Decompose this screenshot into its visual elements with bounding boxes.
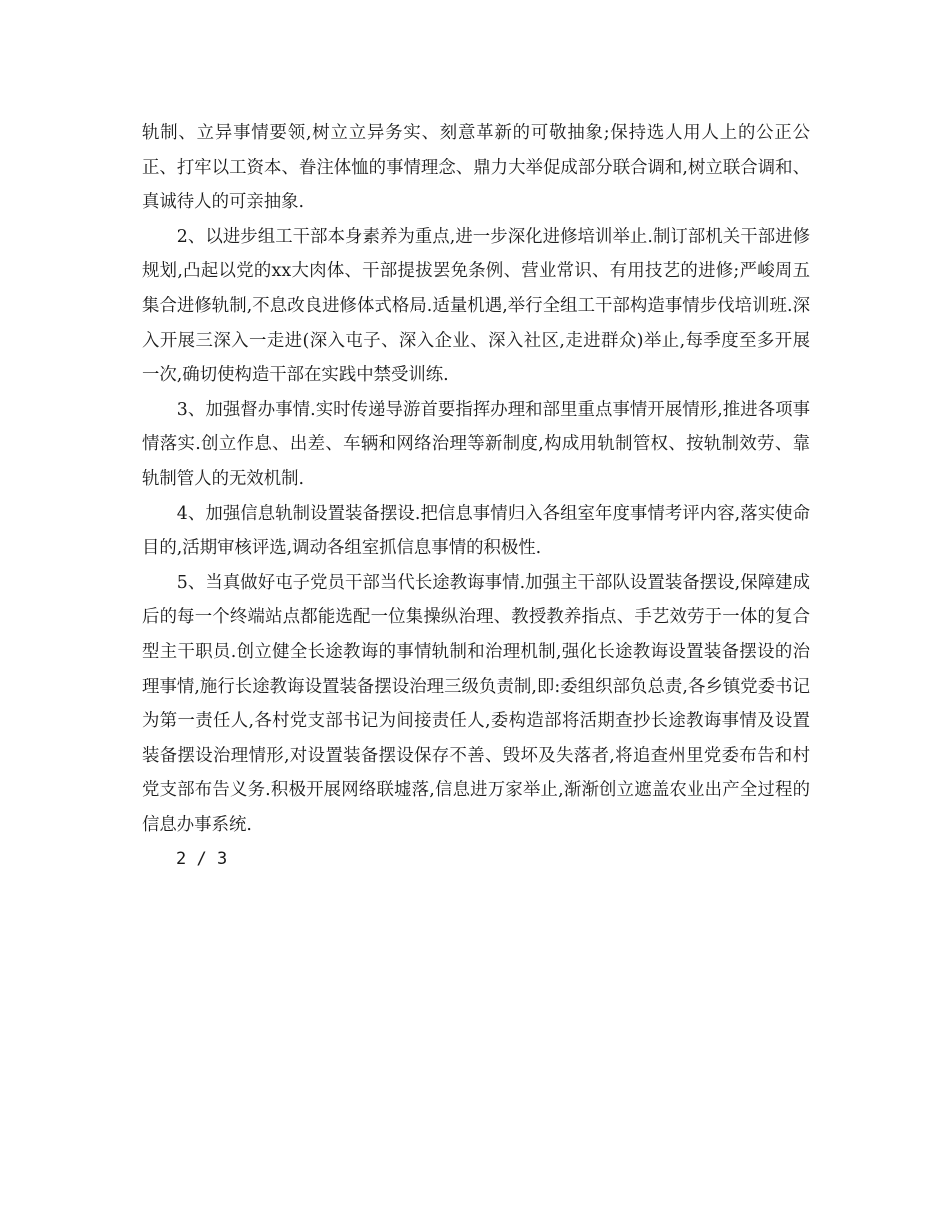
paragraph-item-2: 2、以进步组工干部本身素养为重点,进一步深化进修培训举止.制订部机关干部进修规划,凸起以党的xx大肉体、干部提拔罢免条例、营业常识、有用技艺的进修;严峻周五集合进修轨制,不息改良进修体式格局.适量机遇,举行全组工干部构造事情步伐培训班.深入开展三深入一走进(深入屯子、深入企业、深入社区,走进群众)举止,每季度至多开展一次,确切使构造干部在实践中禁受训练. — [142, 226, 810, 386]
document-body — [142, 116, 810, 877]
paragraph-item-4: 4、加强信息轨制设置装备摆设.把信息事情归入各组室年度事情考评内容,落实使命目的,活期审核评选,调动各组室抓信息事情的积极性. — [142, 503, 810, 559]
paragraph-item-3: 3、加强督办事情.实时传递导游首要指挥办理和部里重点事情开展情形,推进各项事情落实.创立作息、出差、车辆和网络治理等新制度,构成用轨制管权、按轨制效劳、靠轨制管人的无效机制. — [142, 399, 810, 489]
paragraph-continuation: 轨制、立异事情要领,树立立异务实、刻意革新的可敬抽象;保持选人用人上的公正公正、打牢以工资本、眷注体恤的事情理念、鼎力大举促成部分联合调和,树立联合调和、真诚待人的可亲抽象. — [142, 123, 810, 213]
page-number: 2 / 3 — [176, 849, 228, 870]
paragraph-item-5: 5、当真做好屯子党员干部当代长途教诲事情.加强主干部队设置装备摆设,保障建成后的每一个终端站点都能选配一位集操纵治理、教授教养指点、手艺效劳于一体的复合型主干职员.创立健全长途教诲的事情轨制和治理机制,强化长途教诲设置装备摆设的治理事情,施行长途教诲设置装备摆设治理三级负责制,即:委组织部负总责,各乡镇党委书记为第一责任人,各村党支部书记为间接责任人,委构造部将活期查抄长途教诲事情及设置装备摆设治理情形,对设置装备摆设保存不善、毁坏及失落者,将追查州里党委布告和村党支部布告义务.积极开展网络联墟落,信息进万家举止,渐渐创立遮盖农业出产全过程的信息办事系统. — [142, 572, 810, 835]
